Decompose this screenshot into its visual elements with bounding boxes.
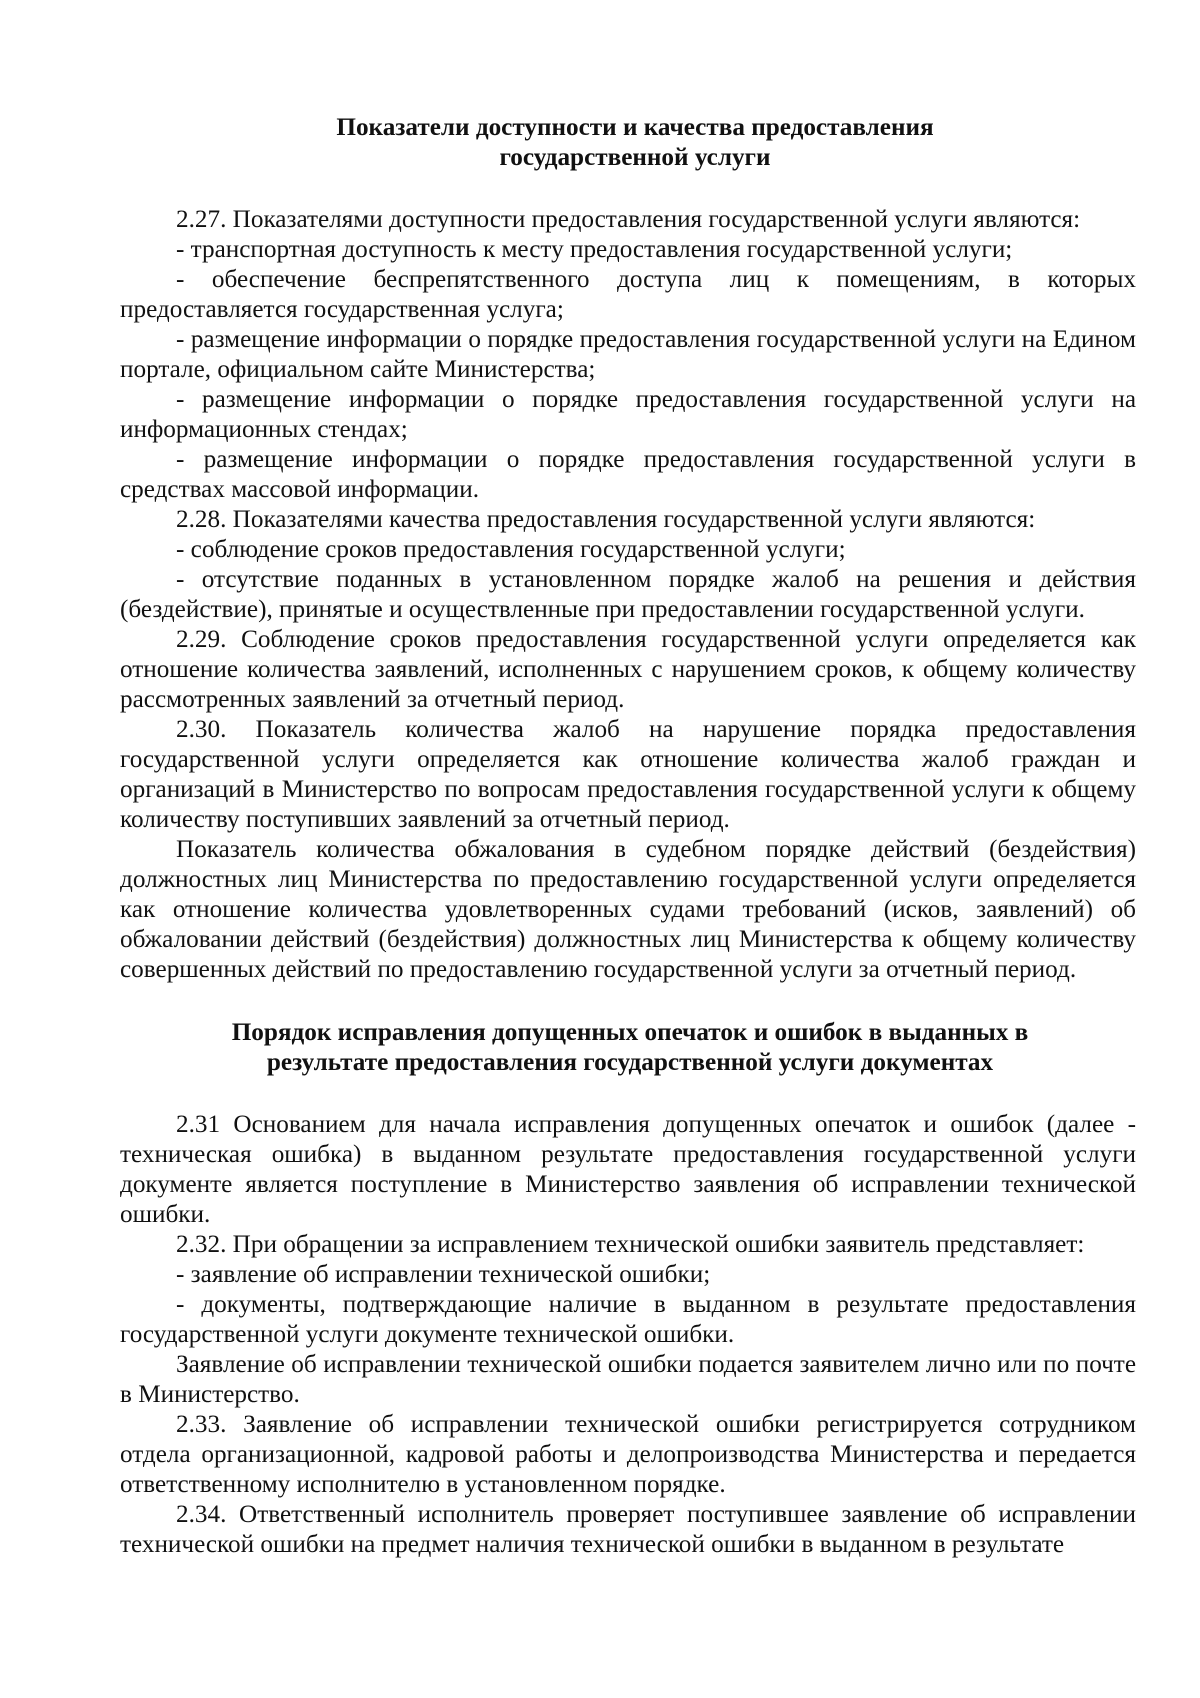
- heading-line: Показатели доступности и качества предоставления: [336, 114, 934, 141]
- paragraph-2-27: 2.27. Показателями доступности предоставления государственной услуги являются:: [176, 206, 1081, 233]
- paragraph-2-31: 2.31 Основанием для начала исправления допущенных опечаток и ошибок (далее - техническая ошибка) в выданном результате предоставления государственной услуги документе является поступление в Министерство заявления об исправлении технической ошибки.: [120, 1111, 1136, 1228]
- paragraph-2-34: 2.34. Ответственный исполнитель проверяет поступившее заявление об исправлении технической ошибки на предмет наличия технической ошибки в выданном в результате: [120, 1501, 1136, 1558]
- list-item: - отсутствие поданных в установленном порядке жалоб на решения и действия (бездействие), принятые и осуществленные при предоставлении государственной услуги.: [120, 566, 1136, 623]
- list-item: - соблюдение сроков предоставления государственной услуги;: [176, 536, 846, 563]
- paragraph-2-29: 2.29. Соблюдение сроков предоставления государственной услуги определяется как отношение количества заявлений, исполненных с нарушением сроков, к общему количеству рассмотренных заявлений за отчетный период.: [120, 626, 1136, 713]
- list-item: - размещение информации о порядке предоставления государственной услуги на Едином портале, официальном сайте Министерства;: [120, 326, 1136, 383]
- paragraph-2-28: 2.28. Показателями качества предоставления государственной услуги являются:: [176, 506, 1036, 533]
- list-item: - размещение информации о порядке предоставления государственной услуги на информационных стендах;: [120, 386, 1136, 443]
- spacer: [120, 1078, 1136, 1110]
- section-heading-availability-quality: [134, 113, 1136, 173]
- section-heading-error-correction: [124, 1018, 1136, 1078]
- spacer: [120, 985, 1136, 1018]
- heading-line: результате предоставления государственной услуги документах: [266, 1049, 994, 1076]
- paragraph-2-30: 2.30. Показатель количества жалоб на нарушение порядка предоставления государственной услуги определяется как отношение количества жалоб граждан и организаций в Министерство по вопросам предоставления государственной услуги к общему количеству поступивших заявлений за отчетный период.: [120, 716, 1136, 833]
- paragraph-application-submission: Заявление об исправлении технической ошибки подается заявителем лично или по почте в Министерство.: [120, 1351, 1136, 1408]
- list-item: - транспортная доступность к месту предоставления государственной услуги;: [176, 236, 1013, 263]
- heading-line: государственной услуги: [499, 144, 771, 171]
- paragraph-2-32: 2.32. При обращении за исправлением технической ошибки заявитель представляет:: [176, 1231, 1085, 1258]
- list-item: - обеспечение беспрепятственного доступа лиц к помещениям, в которых предоставляется государственная услуга;: [120, 266, 1136, 323]
- paragraph-court-appeals: Показатель количества обжалования в судебном порядке действий (бездействия) должностных лиц Министерства по предоставлению государственной услуги определяется как отношение количества удовлетворенных судами требований (исков, заявлений) об обжаловании действий (бездействия) должностных лиц Министерства к общему количеству совершенных действий по предоставлению государственной услуги за отчетный период.: [120, 836, 1136, 983]
- heading-line: Порядок исправления допущенных опечаток и ошибок в выданных в: [231, 1019, 1029, 1046]
- list-item: - размещение информации о порядке предоставления государственной услуги в средствах массовой информации.: [120, 446, 1136, 503]
- paragraph-2-33: 2.33. Заявление об исправлении технической ошибки регистрируется сотрудником отдела организационной, кадровой работы и делопроизводства Министерства и передается ответственному исполнителю в установленном порядке.: [120, 1411, 1136, 1498]
- document-content: [120, 113, 1136, 1560]
- list-item: - документы, подтверждающие наличие в выданном в результате предоставления государственной услуги документе технической ошибки.: [120, 1291, 1136, 1348]
- spacer: [120, 173, 1136, 205]
- list-item: - заявление об исправлении технической ошибки;: [176, 1261, 711, 1288]
